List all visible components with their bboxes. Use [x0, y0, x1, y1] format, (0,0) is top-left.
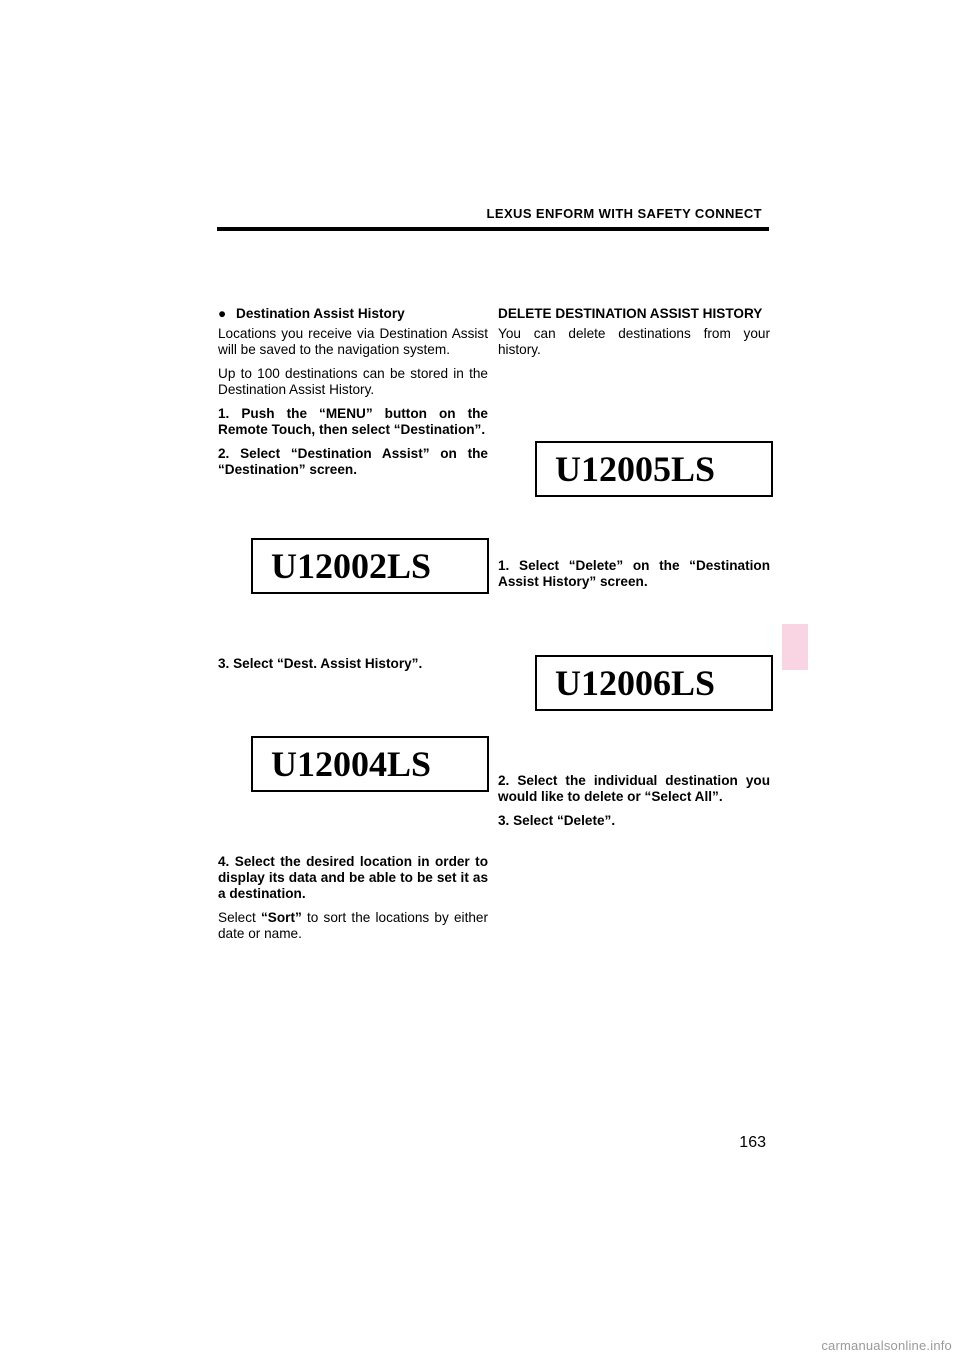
delete-heading: DELETE DESTINATION ASSIST HISTORY [498, 306, 763, 321]
figure-placeholder: U12005LS [535, 441, 773, 497]
watermark: carmanualsonline.info [821, 1338, 952, 1353]
figure-placeholder: U12004LS [251, 736, 489, 792]
running-header: LEXUS ENFORM WITH SAFETY CONNECT [486, 206, 762, 221]
section-heading [218, 306, 488, 322]
paragraph: You can delete destinations from your history. [498, 326, 770, 357]
section-side-tab [782, 624, 808, 670]
sort-label: “Sort” [261, 910, 302, 925]
right-column-steps [498, 773, 770, 837]
step-2: 2. Select “Destination Assist” on the “Destination” screen. [218, 446, 488, 477]
page-number: 163 [739, 1134, 766, 1151]
left-column-step4 [218, 854, 488, 950]
paragraph: Up to 100 destinations can be stored in the Destination Assist History. [218, 366, 488, 397]
figure-placeholder: U12002LS [251, 538, 489, 594]
step-1: 1. Push the “MENU” button on the Remote Touch, then select “Destination”. [218, 406, 488, 437]
sort-note: Select “Sort” to sort the locations by either date or name. [218, 910, 488, 941]
delete-step-2: 2. Select the individual destination you would like to delete or “Select All”. [498, 773, 770, 804]
bullet-icon: ● [218, 306, 227, 321]
figure-placeholder: U12006LS [535, 655, 773, 711]
delete-step-3: 3. Select “Delete”. [498, 813, 616, 828]
step-4: 4. Select the desired location in order to display its data and be able to be set it as a destination. [218, 854, 488, 901]
paragraph: Locations you receive via Destination Assist will be saved to the navigation system. [218, 326, 488, 357]
left-column-step3 [218, 656, 488, 680]
right-column-step1 [498, 558, 770, 598]
step-3: 3. Select “Dest. Assist History”. [218, 656, 423, 671]
delete-step-1: 1. Select “Delete” on the “Destination Assist History” screen. [498, 558, 770, 589]
section-heading-text: Destination Assist History [236, 306, 405, 321]
header-rule [217, 227, 769, 231]
right-column [498, 306, 770, 366]
left-column [218, 306, 488, 486]
